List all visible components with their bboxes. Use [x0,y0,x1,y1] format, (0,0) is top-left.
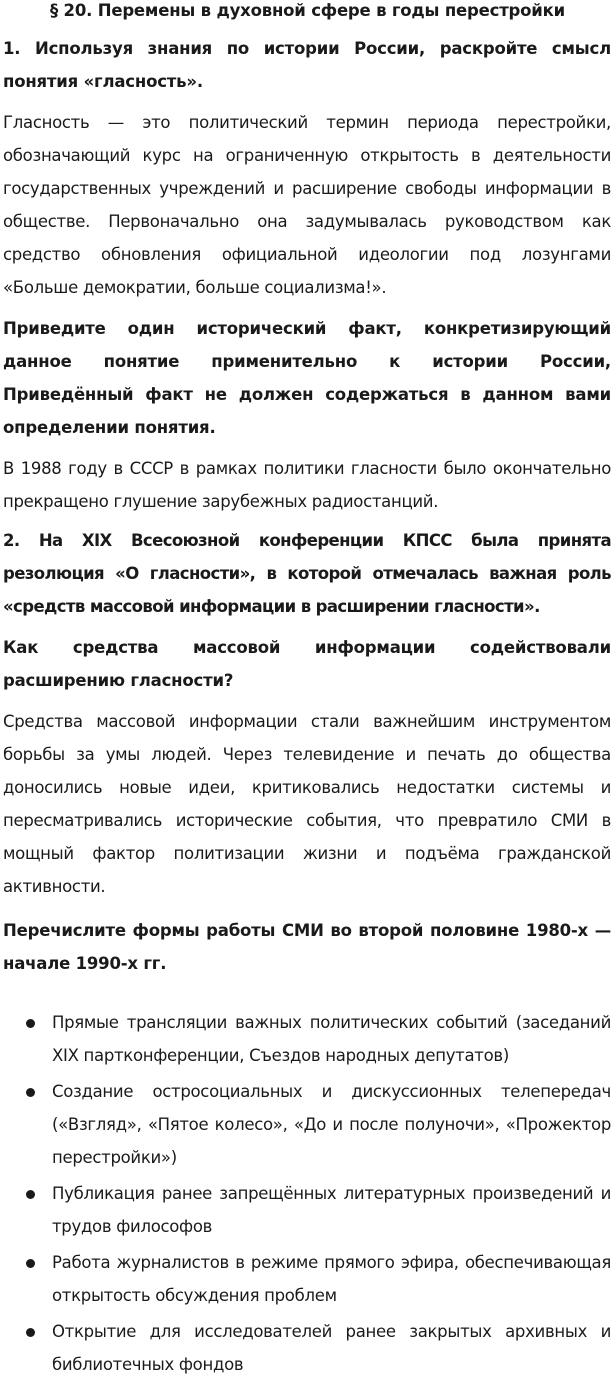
bullet-icon [26,1328,35,1337]
list-item-text: Открытие для исследователей ранее закрытых архивных и библиотечных фондов [52,1322,611,1374]
list-item [0,1246,615,1312]
question-2: 2. На XIX Всесоюзной конференции КПСС была принята резолюция «О гласности», в которой отмечалась важная роль «средств массовой информации в расширении гласности». [3,531,611,616]
media-forms-list [0,1006,615,1384]
list-item [0,1075,615,1174]
list-item-text: Публикация ранее запрещённых литературных произведений и трудов философов [52,1184,611,1236]
question-1: 1. Используя знания по истории России, раскройте смысл понятия «гласность». [3,39,611,91]
list-item [0,1177,615,1243]
subquestion-2: Как средства массовой информации содействовали расширению гласности? [3,638,611,690]
subquestion-2b: Перечислите формы работы СМИ во второй половине 1980-х — начале 1990-х гг. [3,921,611,973]
list-item-text: Прямые трансляции важных политических событий (заседаний XIX партконференции, Съездов народных депутатов) [52,1013,611,1065]
bullet-icon [26,1019,35,1028]
list-item-text: Работа журналистов в режиме прямого эфира, обеспечивающая открытость обсуждения проблем [52,1253,611,1305]
bullet-icon [26,1088,35,1097]
list-item-text: Создание остросоциальных и дискуссионных телепередач («Взгляд», «Пятое колесо», «До и после полуночи», «Прожектор перестройки») [52,1082,611,1167]
list-item [0,1315,615,1381]
subanswer-1: В 1988 году в СССР в рамках политики гласности было окончательно прекращено глушение зарубежных радиостанций. [3,459,611,511]
section-title: § 20. Перемены в духовной сфере в годы перестройки [49,1,566,20]
answer-2: Средства массовой информации стали важнейшим инструментом борьбы за умы людей. Через телевидение и печать до общества доносились новые идеи, критиковались недостатки системы и пересматривались исторические события, что превратило СМИ в мощный фактор политизации жизни и подъёма гражданской активности. [3,712,611,896]
list-item [0,1006,615,1072]
bullet-icon [26,1259,35,1268]
subquestion-1: Приведите один исторический факт, конкретизирующий данное понятие применительно к истории России, Приведённый факт не должен содержаться в данном вами определении понятия. [3,319,611,437]
answer-1: Гласность — это политический термин периода перестройки, обозначающий курс на ограниченную открытость в деятельности государственных учреждений и расширение свободы информации в обществе. Первоначально она задумывалась руководством как средство обновления официальной идеологии под лозунгами «Больше демократии, больше социализма!». [3,113,611,297]
bullet-icon [26,1190,35,1199]
